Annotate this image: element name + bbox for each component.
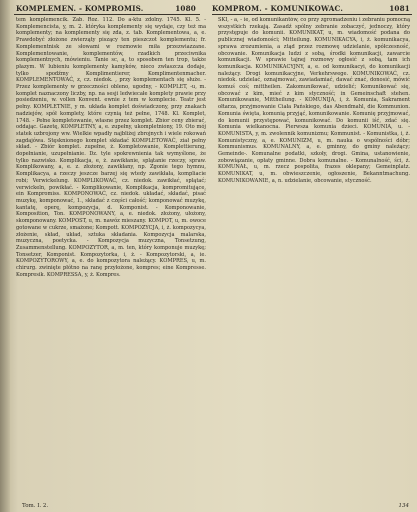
signature-mark: Tom. I. 2. [22, 503, 49, 509]
left-page-header [16, 4, 196, 13]
left-page-number: 1080 [175, 4, 196, 13]
right-header-rule [212, 14, 412, 15]
left-running-title: KOMPLEMEN. - KOMPROMIS. [16, 4, 144, 13]
left-text-column [16, 17, 206, 507]
left-column-text: tem komplemencik. Zab. Roz. 112. Do a-ktu zdolny. 1745. Kl. 5. - Komplemencista, y, m. 2. któryka komplementy się wydaje, czy też ma komplementy; na komplementy się zda, z. tab. Komplementowa, a, e. Prawdobyć złożone zwierząty piszący ten pieszczot komplementu; fr. Komplementnisk ze słowami w rozmowie miła przezwiazzane. Komplementowanie, komplementów, rzadkich przeciwnika komplementnych, mówieniu. Tanie sc, a, to sposobem ten trop, także płazym. W lubieniu komplementy kamyków, nieco zwłaszcza dodaje, tylko spodźmy Komplimentierer, Komplimentenmacher. KOMPLEMENTOWAĆ, z, cz. niedok. , przy komplementach się służe. - Przez komplementy w grzeczności obleno, ugodny, - KOMPLET, -u, m. komplet naznaczony liczby, np. na sesji ledwiecałe komplety prawie przy posiedzeniu, w. vollen Konvent. ewnie z tem w komplecie. Teatr jest pełny. KOMPLETNIE, y m. układa komplet doświadczony, przy znakach nadziejów, spół komplety, które czynią też pełne, 1748. Kl. Komplet, 1748. - Pełne kompletowanie, własne przez komplet. Zbior ceny zbierać, oddając. Gazetę, KOMPLETNY, a, e. zupełny, ukompletniony, 19. Oto mój statek uzbrojony ww. Wielkie wpadły najbliżej zbrojnych i wiele rokowań zagdajówa. Stęsknionego komplet składać KOMPLETOWAĆ, ział pełny skład. - Zbiór komplet. zupełne, ż. Kompletowanie, Komplettierung, dopełnianie, uzupełnianie. Dz. tyle spokrewnienia tak wymyślone, że tylko nazwisko. Komplikacja, e, ż. zawikłanie, splątanie rzeczy, spraw. Komplikowany, a, e. z. złożony, zawikłany, np. Zgonie tego hymnu, Komplikacya, a rzeczy jeszcze barzej się wtedy zawikłała, kompliacie robi; Verwickelung. KOMPLIKOWAĆ, cz. niedok. zawikłać, splątać; verwickeln, powikłać. - Komplikowanie, Komplikacja, kompromitujące, ein Kompromiss. KOMPONOWAĆ, cz. niedok. układać, składać, pisać muzykę, komponować, 1., składać z części całość; komponować muzykę, kantatę, operę, kompozycja, d. Komponist. - Komponowanie, Komposition, Ton. KOMPONOWANY, a, e. niedok. złożony, ułożony, skomponowany. KOMPOST, u, m. nawóz mieszany. KOMPOT, u, m. owoce gotowane w cukrze, smażone; Kompott. KOMPOZYCJA, i, ż. kompozycya, złożenie, skład, układ, sztuka składania. Kompozycja malarska, muzyczna, poetycka. - Kompozycja muzyczna, Tonsetzung, Zusammenstellung. KOMPOZYTOR, a, m. ten, który komponuje muzykę; Tonsetzer, Komponist. Kompozytorka, i, ż. - Kompozytorski, a, ie. KOMPOZYTOROWY, a, e. do kompozytora należący. KOMPRES, u, m. chirurg. zwinięte płótno na ranę przyłożone, kompres; eine Kompresse. Kompresik. KOMPRESSA, y, ż. Kompres. [16, 17, 206, 278]
right-running-title: KOMPROM. - KOMUNIKOWAC. [212, 4, 344, 13]
left-header-rule [14, 14, 200, 15]
right-page-header [212, 4, 410, 13]
book-gutter [0, 0, 10, 512]
right-text-column [218, 17, 410, 507]
right-page-number: 1081 [389, 4, 410, 13]
catchword: 134 [398, 503, 409, 509]
right-column-text: SKI, - a, - ie, od komunikantów, co przy zgromadzeniu i zebraniu pomocną wszystkich rzekają. Zasadź spólny zebranie zobaczyć, jednoczy, który przystępuje do komunii. KOMUNIKAT, u, m. wiadomość podana do publicznej wiadomości; Mitteilung. KOMUNIKACYA, i, ż. komunikacya, sprawa zrozumienia, a ztąd przez rozmowę udzielanie, spółczesność, obcowanie. Komunikacja ludzi z sobą, środki komunikacji, zawarcie komunikacji. W sprawie tajnej rozmowy ogłosić z sobą, tam ich komunikacja. KOMUNIKACYJNY, a, e. od komunikacyi, do komunikacji należący. Drogi komunikacyjne, Verkehrswege. KOMUNIKOWAĆ, cz. niedok. udzielać, oznajmować, zawiadamiać, dawać znać, donosić, mówić komuś coś; mittheilen. Zakomunikować, udzielić; Komunikować się, obcować z kim, mieć z kim styczność; in Gemeinschaft stehen. Komunikowanie, Mittheilung. - KOMUNIJA, i, ż. Komunia, Sakrament ołtarza, przyjmowanie Ciała Pańskiego, das Abendmahl, die Kommunion. Komunia święta, komunią przyjąć, komunikowanie. Komunię przyjmować, do komunii przystępować, komunikować. Do komunii iść, zdać się. Komunia wielkanocna. Pierwsza komunia dzieci. KOMUNIA, u. - KOMUNISTA, y, m. zwolennik komunizmu; Kommunist. - Komunistka, i, ż. Komunistyczny, a, e. KOMUNIZM, u, m. nauka o wspólności dóbr; Kommunismus. KOMUNALNY, a, e. gminny, do gminy należący; Gemeinde-. Komunalne podatki, szkoły, drogi. Gmina, ustanowienie, zobowiązanie, opłaty gminne. Dobra komunalne. - Komunalność, ści, ż. KOMUNAŁ, u, m. rzecz pospolita, frazes oklepany; Gemeinplatz. KOMUNIKAT, u, m. obwieszczenie, ogłoszenie, Bekanntmachung. KOMUNIKOWANIE, a, n. udzielanie, obcowanie, styczność. [218, 17, 410, 184]
